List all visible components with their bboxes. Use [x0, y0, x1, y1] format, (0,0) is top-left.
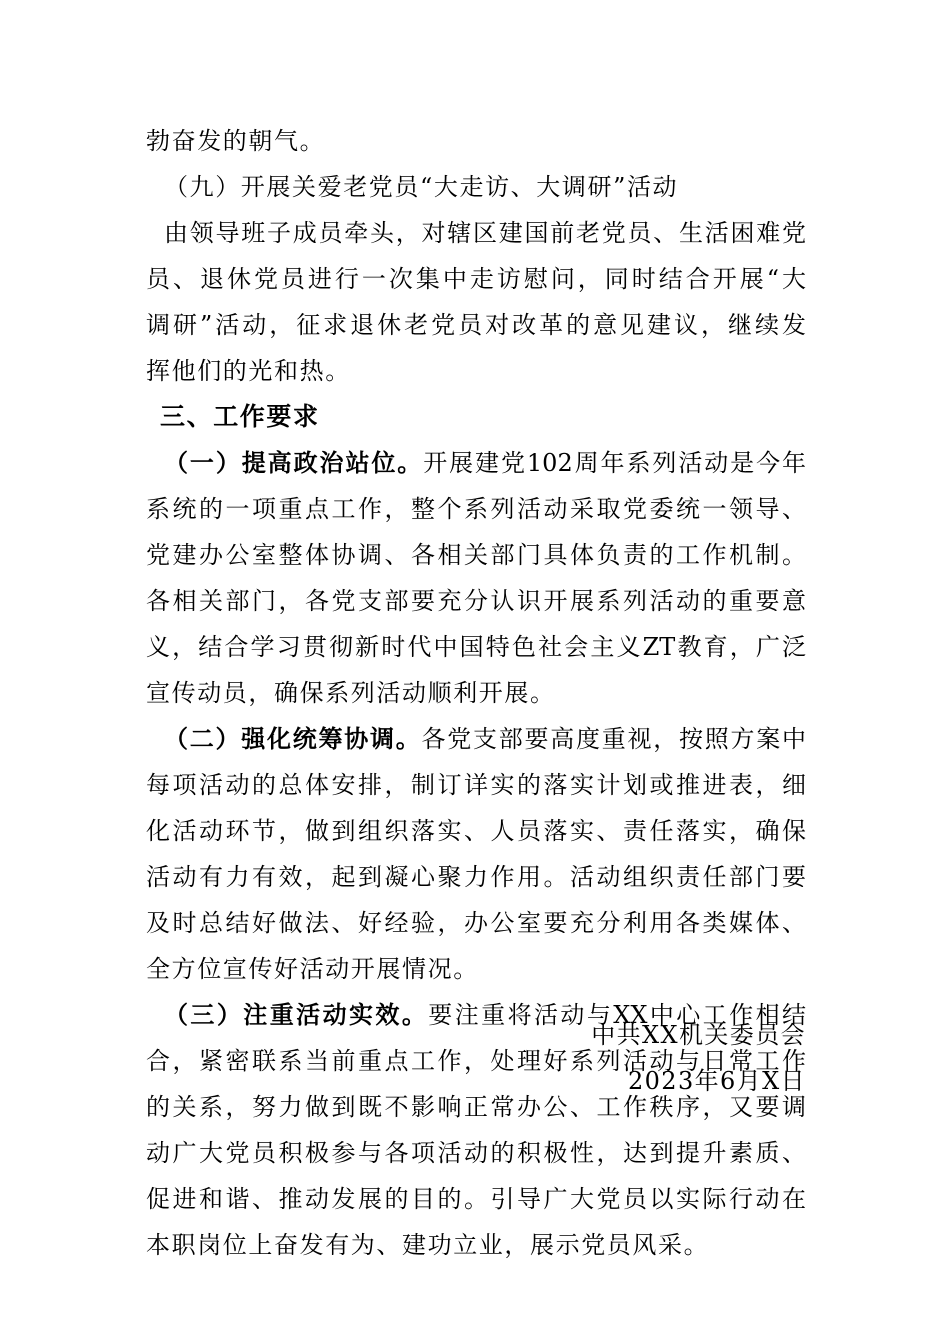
paragraph-line: 调研”活动，征求退休老党员对改革的意见建议，继续发 [146, 311, 806, 339]
paragraph-line: 促进和谐、推动发展的目的。引导广大党员以实际行动在 [146, 1185, 806, 1213]
paragraph-line: 员、退休党员进行一次集中走访慰问，同时结合开展“大 [146, 265, 806, 293]
paragraph-line: 勃奋发的朝气。 [146, 127, 326, 155]
paragraph-line: 活动有力有效，起到凝心聚力作用。活动组织责任部门要 [146, 863, 806, 891]
section-heading-3: 三、工作要求 [160, 402, 320, 431]
signature-date: 2023年6月X日 [627, 1067, 806, 1095]
requirement-3-text: 要注重将活动与XX中心工作相结 [428, 1001, 807, 1029]
paragraph-line: 各相关部门，各党支部要充分认识开展系列活动的重要意 [146, 587, 806, 615]
paragraph-line: 合，紧密联系当前重点工作，处理好系列活动与日常工作 [146, 1047, 806, 1075]
signature-organization: 中共XX机关委员会 [591, 1021, 806, 1049]
paragraph-line: 系统的一项重点工作，整个系列活动采取党委统一领导、 [146, 495, 806, 523]
paragraph-line: 每项活动的总体安排，制订详实的落实计划或推进表，细 [146, 771, 806, 799]
paragraph-line: 动广大党员积极参与各项活动的积极性，达到提升素质、 [146, 1139, 806, 1167]
paragraph-line: 及时总结好做法、好经验，办公室要充分利用各类媒体、 [146, 909, 806, 937]
paragraph-line: 党建办公室整体协调、各相关部门具体负责的工作机制。 [146, 541, 806, 569]
paragraph-line: 义，结合学习贯彻新时代中国特色社会主义ZT教育，广泛 [146, 633, 806, 661]
requirement-2-lead: （二）强化统筹协调。 [164, 724, 422, 753]
paragraph-line: 挥他们的光和热。 [146, 357, 351, 385]
paragraph-line: 全方位宣传好活动开展情况。 [146, 955, 479, 983]
requirement-2-text: 各党支部要高度重视，按照方案中 [421, 725, 806, 753]
paragraph-line [146, 716, 806, 762]
paragraph-line: 由领导班子成员牵头，对辖区建国前老党员、生活困难党 [164, 219, 806, 247]
paragraph-line [146, 440, 806, 486]
requirement-1-text: 开展建党102周年系列活动是今年 [423, 449, 807, 477]
requirement-3-lead: （三）注重活动实效。 [164, 1000, 429, 1029]
paragraph-line: 本职岗位上奋发有为、建功立业，展示党员风采。 [146, 1231, 710, 1259]
paragraph-line: 的关系，努力做到既不影响正常办公、工作秩序，又要调 [146, 1093, 806, 1121]
subsection-heading-9: （九）开展关爱老党员“大走访、大调研”活动 [164, 173, 679, 201]
requirement-1-lead: （一）提高政治站位。 [164, 448, 424, 477]
paragraph-line: 宣传动员，确保系列活动顺利开展。 [146, 679, 556, 707]
paragraph-line: 化活动环节，做到组织落实、人员落实、责任落实，确保 [146, 817, 806, 845]
